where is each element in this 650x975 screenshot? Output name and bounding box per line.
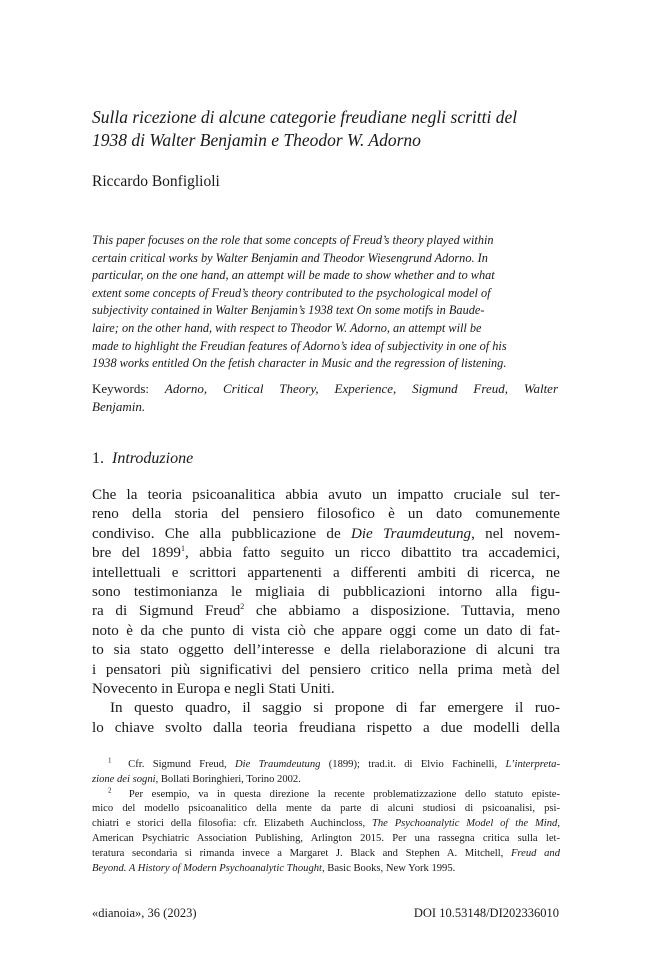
footnote-2-line: mico del modello psicoanalitico della mente da parte di alcuni studiosi di psicoanalisi, psi- <box>92 803 560 815</box>
footnote-2-line <box>92 817 560 832</box>
footnote-text: teratura secondaria si rimanda invece a Margaret J. Black and Stephen A. Mitchell, <box>92 847 511 859</box>
body-text-span: , nel novem- <box>471 525 561 542</box>
body-line <box>92 602 560 621</box>
body-line: to sia stato oggetto dell’interesse e della rielaborazione di alcuni tra <box>92 642 560 659</box>
footnote-2-line <box>92 788 560 803</box>
body-line: In questo quadro, il saggio si propone di far emergere il ruo- <box>110 700 560 717</box>
footnote-text: , <box>557 818 560 830</box>
keywords <box>92 380 558 416</box>
body-line: reno della storia del pensiero filosofico è un dato comunemente <box>92 506 560 523</box>
abstract-line: particular, on the one hand, an attempt will be made to show whether and to what <box>92 268 495 283</box>
abstract-line: made to highlight the Freudian features of Adorno’s idea of subjectivity in one of his <box>92 338 507 353</box>
footnote-ref-2[interactable]: 2 <box>240 602 245 612</box>
footnote-text: (1899); trad.it. di Elvio Fachinelli, <box>320 759 506 770</box>
author-name: Riccardo Bonfiglioli <box>92 173 220 190</box>
body-text <box>92 486 560 738</box>
footnote-title: The Psychoanalytic Model of the Mind <box>371 818 558 830</box>
footnote-text: Per esempio, va in questa direzione la recente problematizzazione dello statuto episte- <box>128 788 561 800</box>
keywords-list: Adorno, Critical Theory, Experience, Sigmund Freud, Walter <box>164 381 559 396</box>
body-line: Novecento in Europa e negli Stati Uniti. <box>92 681 335 698</box>
footnote-number: 1 <box>108 756 112 765</box>
title-line: Sulla ricezione di alcune categorie freudiane negli scritti del <box>92 107 518 127</box>
footnote-title: Beyond. A History of Modern Psychoanalytic Thought, <box>92 862 325 874</box>
footnote-2-line <box>92 847 560 862</box>
body-line: intellettuali e scrittori appartenenti a differenti ambiti di ricerca, ne <box>92 564 560 581</box>
section-number: 1. <box>92 450 104 467</box>
body-text-span: condiviso. Che alla pubblicazione de <box>92 525 351 542</box>
keywords-line <box>92 380 558 398</box>
abstract-line: certain critical works by Walter Benjamin and Theodor Wiesengrund Adorno. In <box>92 250 488 265</box>
article-title <box>92 106 572 152</box>
body-line <box>92 525 560 544</box>
footnote-text: , Bollati Boringhieri, Torino 2002. <box>155 773 301 785</box>
journal-citation: «dianoia», 36 (2023) <box>92 906 197 920</box>
footnote-ref-1[interactable]: 1 <box>180 544 185 554</box>
body-line: Che la teoria psicoanalitica abbia avuto un impatto cruciale sul ter- <box>92 487 560 503</box>
footnote-title: Die Traumdeutung <box>234 759 321 770</box>
abstract-line: 1938 works entitled On the fetish character in Music and the regression of listening. <box>92 356 507 371</box>
body-text-span: bre del 1899 <box>92 545 181 562</box>
footnote-1-line <box>92 758 560 773</box>
body-text-span: che abbiamo a disposizione. Tuttavia, meno <box>244 603 560 620</box>
keywords-line <box>92 398 558 416</box>
body-line: i pensatori più significativi del pensiero critico nella prima metà del <box>92 661 560 678</box>
body-text-span: ra di Sigmund Freud <box>92 603 241 620</box>
abstract-line: This paper focuses on the role that some concepts of Freud’s theory played within <box>92 233 494 247</box>
body-text-span: , abbia fatto seguito un ricco dibattito tra accademici, <box>184 545 560 562</box>
footnote-text: Basic Books, New York 1995. <box>324 862 456 874</box>
keywords-label: Keywords: <box>92 381 150 396</box>
footnote-title: L’interpreta- <box>505 759 560 770</box>
footnote-2-line: American Psychiatric Association Publishing, Arlington 2015. Per una rassegna critica sulla let- <box>92 832 560 844</box>
abstract-line: laire; on the other hand, with respect to Theodor W. Adorno, an attempt will be <box>92 320 482 335</box>
abstract-line: subjectivity contained in Walter Benjamin’s 1938 text On some motifs in Baude- <box>92 303 485 318</box>
footnote-number: 2 <box>108 786 112 795</box>
body-line <box>92 544 560 563</box>
section-title: Introduzione <box>112 450 194 467</box>
doi-link[interactable]: DOI 10.53148/DI202336010 <box>413 906 559 920</box>
abstract <box>92 232 558 373</box>
book-title: Die Traumdeutung <box>350 525 472 542</box>
body-line: sono testimonianza le migliaia di pubblicazioni intorno alla figu- <box>92 584 560 601</box>
abstract-line: extent some concepts of Freud’s theory contributed to the psychological model of <box>92 285 491 300</box>
footnote-text: Cfr. Sigmund Freud, <box>128 759 235 770</box>
keywords-list-end: Benjamin. <box>92 399 146 414</box>
section-heading <box>92 450 193 468</box>
footnote-text: chiatri e storici della filosofia: cfr. Elizabeth Auchincloss, <box>92 818 372 830</box>
footnotes <box>92 758 560 876</box>
footnote-title: zione dei sogni <box>92 773 156 785</box>
body-line: noto è da che punto di vista ciò che appare oggi come un dato di fat- <box>92 622 560 639</box>
body-line: lo chiave svolto dalla teoria freudiana rispetto a due modelli della <box>92 719 560 736</box>
title-line: 1938 di Walter Benjamin e Theodor W. Adorno <box>92 130 421 150</box>
footnote-title: Freud and <box>510 847 560 859</box>
footnote-2-line <box>92 862 560 877</box>
footnote-1-line <box>92 773 560 788</box>
